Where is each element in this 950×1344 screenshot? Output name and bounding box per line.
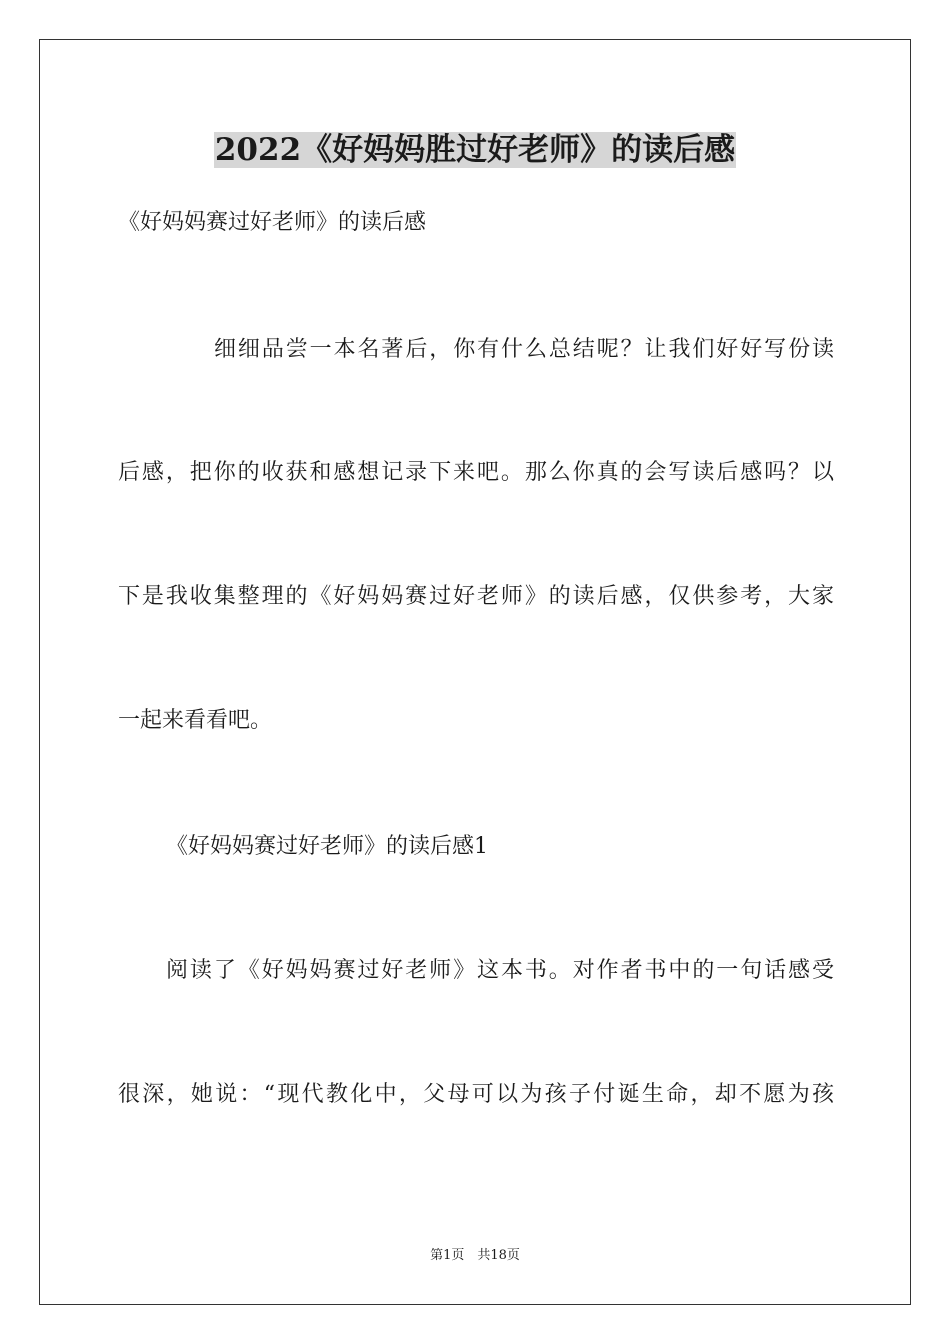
document-subtitle: 《好妈妈赛过好老师》的读后感 [118,210,427,235]
intro-line-1: 细细品尝一本名著后，你有什么总结呢？让我们好好写份读 [214,337,834,362]
body-line-2: 很深，她说：“现代教化中，父母可以为孩子付诞生命，却不愿为孩 [118,1082,834,1107]
document-title [0,128,950,172]
body-line-1: 阅读了《好妈妈赛过好老师》这本书。对作者书中的一句话感受 [166,958,834,983]
document-title-text: 2022《好妈妈胜过好老师》的读后感 [214,132,736,168]
intro-line-2: 后感，把你的收获和感想记录下来吧。那么你真的会写读后感吗？以 [118,460,834,485]
page-footer: 第1页 共18页 [430,1248,520,1263]
intro-line-4: 一起来看看吧。 [118,708,273,733]
section-heading: 《好妈妈赛过好老师》的读后感1 [166,834,488,859]
intro-line-3: 下是我收集整理的《好妈妈赛过好老师》的读后感，仅供参考，大家 [118,584,834,609]
